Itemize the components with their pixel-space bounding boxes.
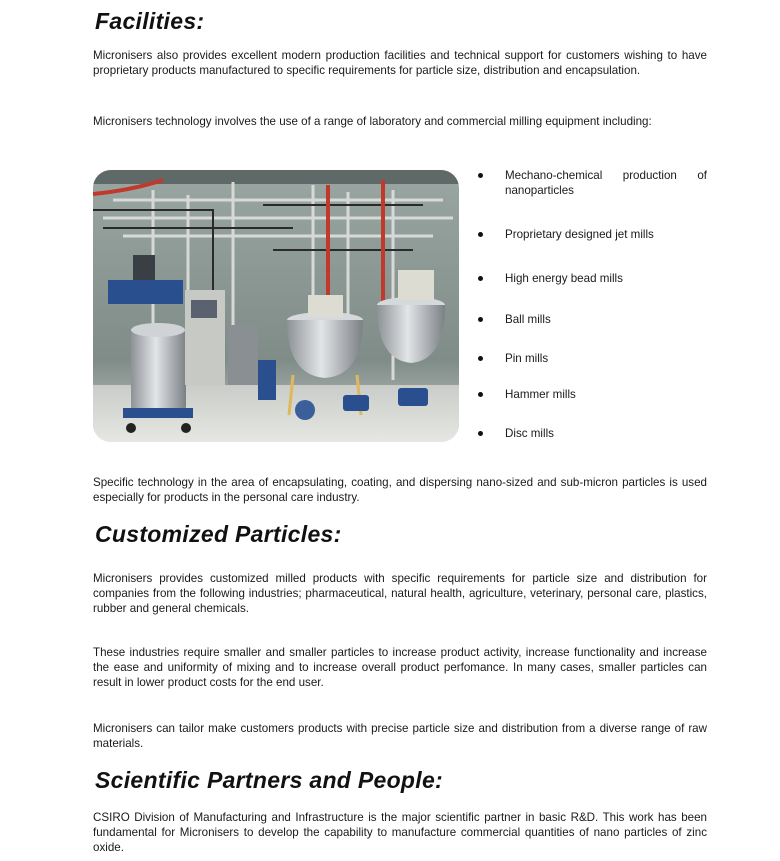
partners-heading: Scientific Partners and People:	[95, 767, 444, 793]
customized-paragraph-3: Micronisers can tailor make customers products with precise particle size and distribution from a diverse range of raw materials.	[93, 722, 707, 750]
customized-heading: Customized Particles:	[95, 521, 342, 547]
bullet-icon	[478, 276, 483, 281]
bullet-icon	[478, 431, 483, 436]
bullet-icon	[478, 317, 483, 322]
partners-paragraph-1: CSIRO Division of Manufacturing and Infrastructure is the major scientific partner in basic R&D. This work has been fundamental for Micronisers to develop the capability to manufacture commercial quantities of nano particles of zinc oxide.	[93, 811, 707, 854]
milling-plant-photo	[93, 170, 459, 442]
facilities-paragraph-1: Micronisers also provides excellent modern production facilities and technical support for customers wishing to have proprietary products manufactured to specific requirements for particle size, distribution and encapsulation.	[93, 49, 707, 77]
bullet-icon	[478, 392, 483, 397]
bullet-icon	[478, 356, 483, 361]
facilities-paragraph-3: Specific technology in the area of encapsulating, coating, and dispersing nano-sized and sub-micron particles is used especially for products in the personal care industry.	[93, 476, 707, 504]
customized-paragraph-2: These industries require smaller and smaller particles to increase product activity, increase functionality and increase the ease and uniformity of mixing and to increase overall product perfomance. In many cases, smaller particles can result in lower product costs for the end user.	[93, 646, 707, 689]
facilities-heading: Facilities:	[95, 8, 205, 34]
bullet-icon	[478, 232, 483, 237]
facilities-paragraph-2: Micronisers technology involves the use of a range of laboratory and commercial milling equipment including:	[93, 115, 652, 128]
customized-paragraph-1: Micronisers provides customized milled products with specific requirements for particle size and distribution for companies from the following industries; pharmaceutical, natural health, agriculture, veterinary, personal care, plastics, rubber and general chemicals.	[93, 572, 707, 615]
bullet-icon	[478, 173, 483, 178]
